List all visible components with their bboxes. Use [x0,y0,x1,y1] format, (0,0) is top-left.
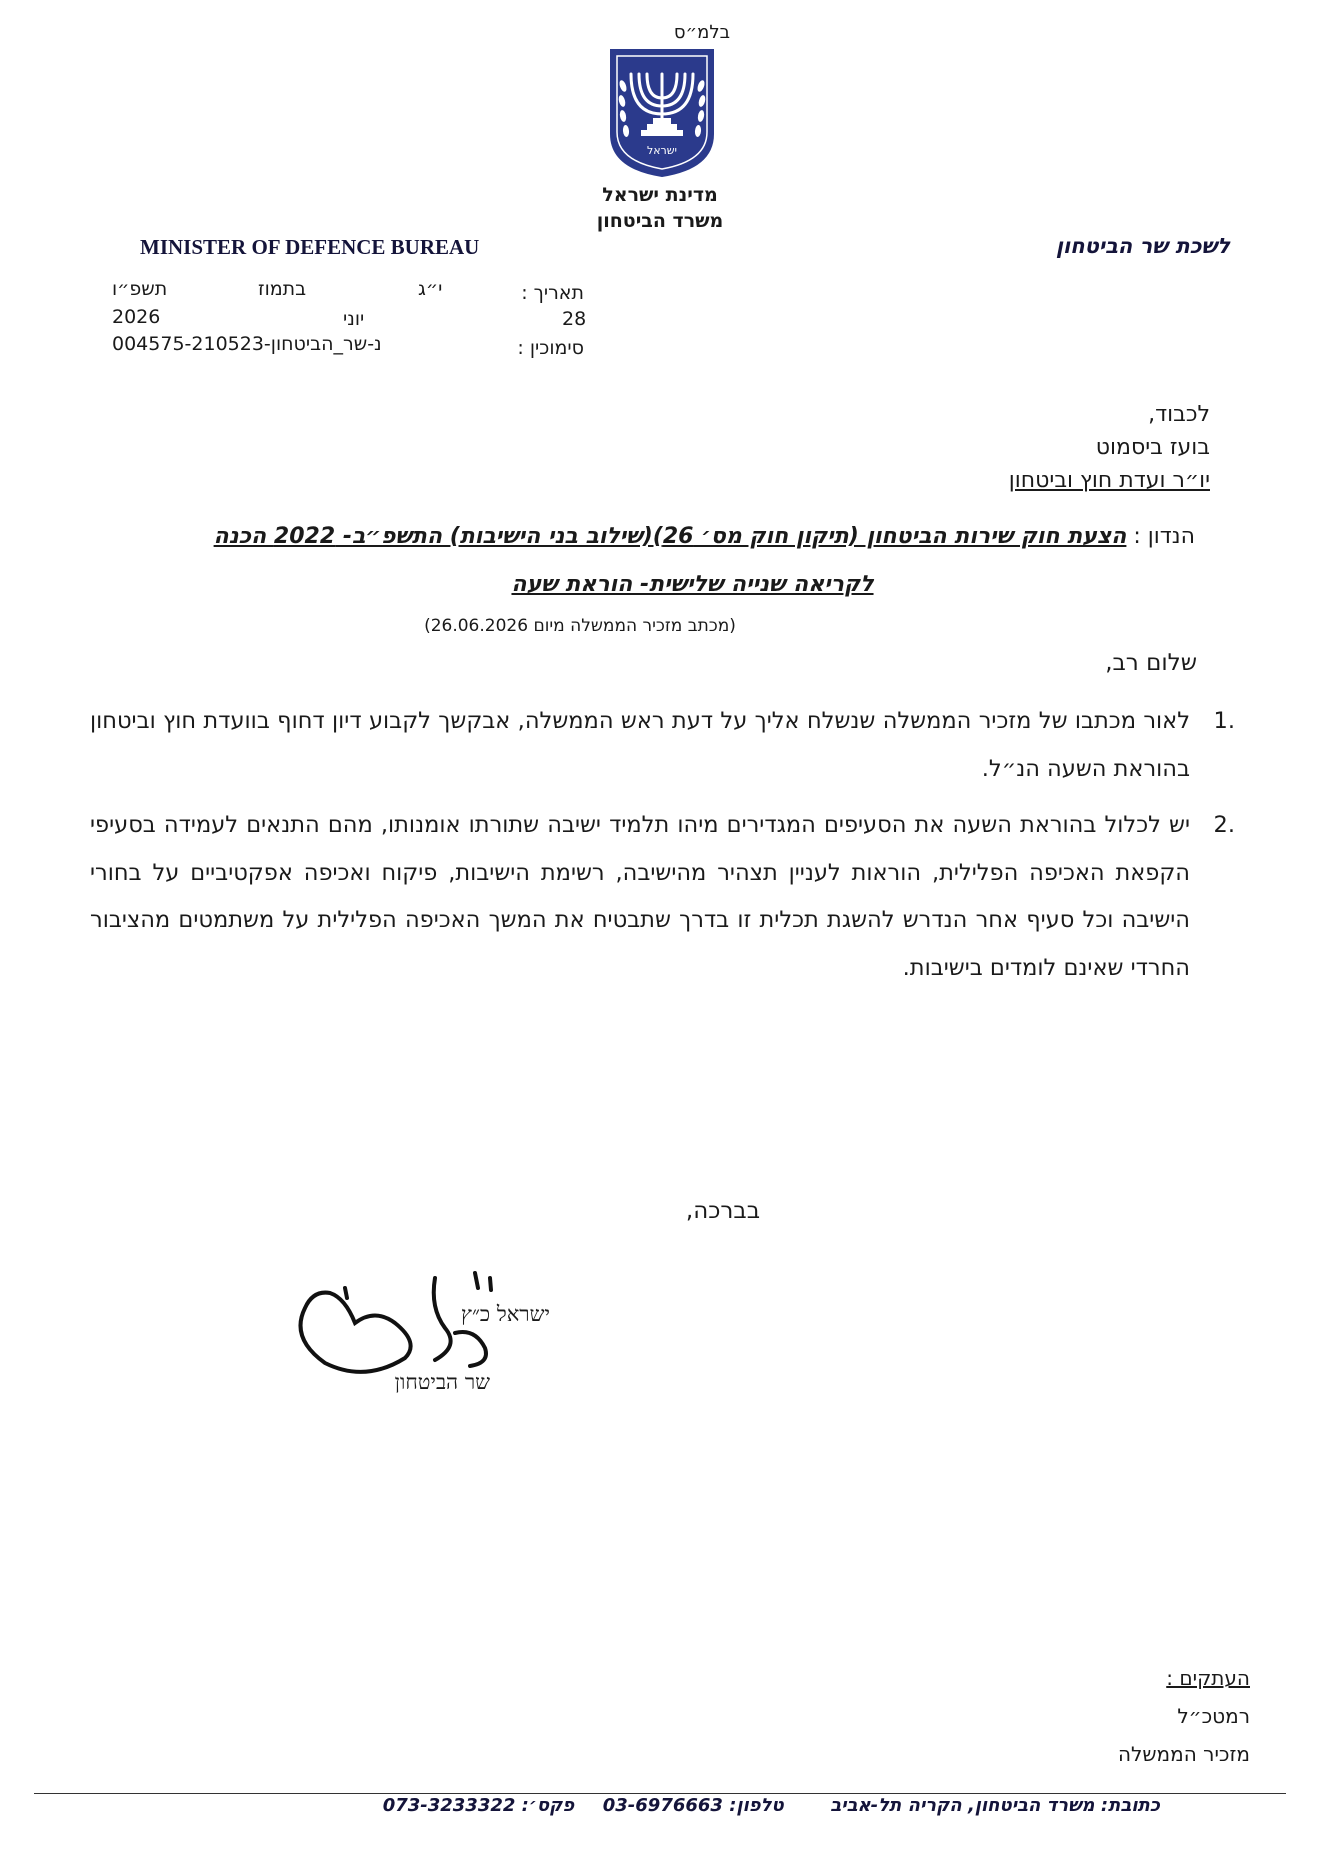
state-name-block [560,182,760,234]
gregorian-date-day: 28 [562,308,587,330]
subject-label: הנדון : [1133,524,1195,549]
hebrew-date-month: בתמוז [258,278,307,300]
addressee-name: בועז ביסמוט [1095,435,1210,460]
footer-phone: טלפון: 03-6976663 [602,1795,784,1816]
paragraph-text: יש לכלול בהוראת השעה את הסעיפים המגדירים מיהו תלמיד ישיבה שתורתו אומנותו, מהם התנאים לעמידה בסעיפי הקפאת האכיפה הפלילית, הוראות לעניין תצהיר מהישיבה, רשימת הישיבות, פיקוח ואכיפה אפקטיביים על בחורי הישיבה וכל סעיף אחר הנדרש להשגת תכלית זו בדרך שתבטיח את המשך האכיפה הפלילית על משתמטים מהציבור החרדי שאינם לומדים בישיבות. [90,812,1190,981]
classification-label: בלמ״ס [673,22,730,43]
signer-title: שר הביטחון [394,1370,490,1394]
greeting: שלום רב, [1105,650,1197,676]
bureau-hebrew: לשכת שר הביטחון [1055,234,1230,258]
subject-reference-note: (מכתב מזכיר הממשלה מיום 26.06.2026) [424,616,736,636]
gregorian-date-year: 2026 [112,306,161,328]
subject-text-line1: הצעת חוק שירות הביטחון (תיקון חוק מס׳ 26)(שילוב בני הישיבות) התשפ״ב- 2022 הכנה [213,524,1127,549]
addressee-salutation: לכבוד, [1148,402,1210,427]
copies-recipient: מזכיר הממשלה [1117,1742,1250,1766]
state-line: מדינת ישראל [602,184,718,206]
emblem-caption: ישראל [646,144,678,157]
paragraph-1 [90,698,1235,793]
footer-fax: פקס׳: 073-3233322 [382,1795,575,1816]
subject-block [90,513,1195,609]
hebrew-date-year: תשפ״ו [112,278,168,300]
date-label: תאריך : [521,282,584,304]
paragraph-2 [90,802,1235,992]
bureau-english: MINISTER OF DEFENCE BUREAU [140,235,480,259]
footer-address: כתובת: משרד הביטחון, הקריה תל-אביב [830,1795,1160,1816]
footer-divider [34,1793,1286,1794]
addressee-title: יו״ר ועדת חוץ וביטחון [1008,468,1210,493]
footer-contact [240,1795,1160,1816]
paragraph-number: 1. [1213,708,1235,734]
signer-name: ישראל כ״ץ [461,1302,550,1326]
copies-label: העתקים : [1166,1666,1250,1690]
copies-recipient: רמטכ״ל [1177,1704,1250,1728]
paragraph-text: לאור מכתבו של מזכיר הממשלה שנשלח אליך על דעת ראש הממשלה, אבקשך לקבוע דיון דחוף בוועדת חוץ וביטחון בהוראת השעה הנ״ל. [90,708,1190,782]
subject-text-line2: לקריאה שנייה שלישית- הוראת שעה [511,572,874,597]
paragraph-number: 2. [1213,812,1235,838]
addressee-block [850,398,1210,497]
ministry-line: משרד הביטחון [596,210,724,232]
reference-value: נ-שר_הביטחון-004575-210523 [112,333,382,355]
closing: בברכה, [685,1198,760,1224]
copies-block [1030,1659,1250,1773]
reference-label: סימוכין : [517,337,584,359]
hebrew-date-day: י״ג [418,278,443,300]
state-emblem [607,46,717,178]
gregorian-date-month: יוני [343,308,365,330]
